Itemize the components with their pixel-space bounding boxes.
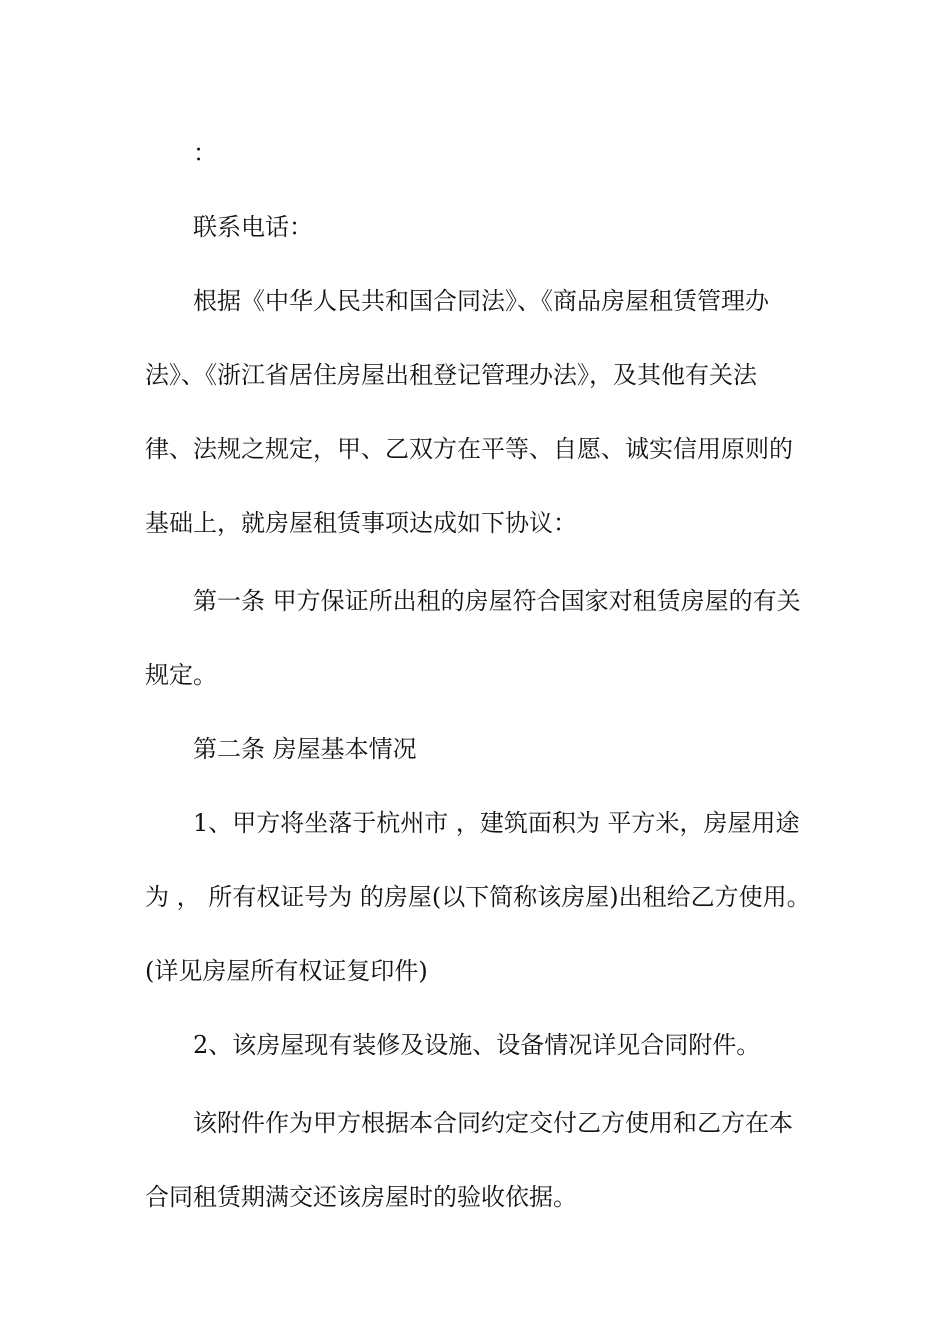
- text-line-item-1-note: (详见房屋所有权证复印件): [145, 957, 428, 985]
- text-line-article-2-heading: 第二条 房屋基本情况: [193, 735, 417, 763]
- text-line-article-1-cont: 规定。: [145, 661, 217, 689]
- text-line-item-1: 1、甲方将坐落于杭州市 ，建筑面积为 平方米，房屋用途: [193, 809, 800, 837]
- text-line-contact-phone: 联系电话：: [193, 213, 313, 241]
- text-line-article-1: 第一条 甲方保证所出租的房屋符合国家对租赁房屋的有关: [193, 587, 801, 615]
- text-line-item-1-cont: 为 ， 所有权证号为 的房屋(以下简称该房屋)出租给乙方使用。: [145, 883, 811, 911]
- text-line-annex-1: 该附件作为甲方根据本合同约定交付乙方使用和乙方在本: [193, 1109, 793, 1137]
- text-line-item-2: 2、该房屋现有装修及设施、设备情况详见合同附件。: [193, 1031, 761, 1059]
- text-line-basis-3: 律、法规之规定，甲、乙双方在平等、自愿、诚实信用原则的: [145, 435, 793, 463]
- text-line-basis-2: 法》、《浙江省居住房屋出租登记管理办法》，及其他有关法: [145, 361, 757, 389]
- text-line-annex-2: 合同租赁期满交还该房屋时的验收依据。: [145, 1183, 577, 1211]
- text-line-basis-1: 根据《中华人民共和国合同法》、《商品房屋租赁管理办: [193, 287, 769, 315]
- text-line-basis-4: 基础上，就房屋租赁事项达成如下协议：: [145, 509, 577, 537]
- text-line-colon: ：: [193, 139, 217, 167]
